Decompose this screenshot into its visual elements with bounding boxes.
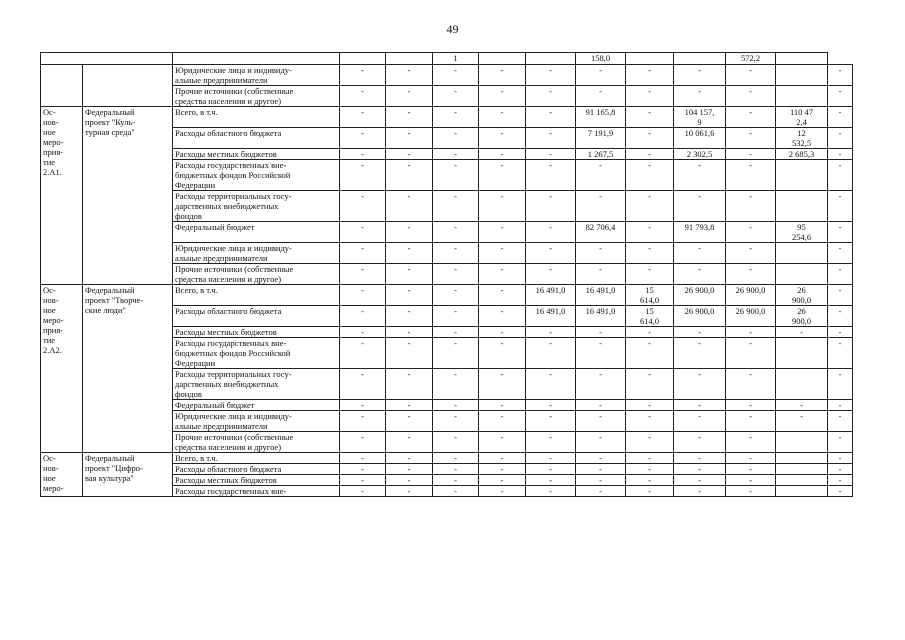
value-cell: -: [526, 486, 576, 497]
value-cell: [776, 243, 828, 264]
funding-source: Расходы местных бюджетов: [173, 149, 340, 160]
value-cell: -: [340, 338, 386, 369]
value-cell: -: [674, 475, 726, 486]
value-cell: -: [340, 149, 386, 160]
value-cell: -: [386, 285, 433, 306]
value-cell: -: [479, 475, 526, 486]
value-cell: -: [526, 400, 576, 411]
value-cell: -: [526, 86, 576, 107]
value-cell: -: [674, 411, 726, 432]
value-cell: -: [726, 486, 776, 497]
value-cell: [776, 86, 828, 107]
value-cell: -: [433, 107, 479, 128]
value-cell: -: [433, 432, 479, 453]
value-cell: -: [526, 411, 576, 432]
value-cell: -: [626, 327, 674, 338]
value-cell: -: [626, 160, 674, 191]
value-cell: -: [340, 306, 386, 327]
funding-source: Прочие источники (собственные средства населения и другое): [173, 264, 340, 285]
value-cell: -: [386, 400, 433, 411]
value-cell: -: [626, 128, 674, 149]
value-cell: -: [433, 128, 479, 149]
value-cell: -: [433, 285, 479, 306]
value-cell: 26 900,0: [674, 285, 726, 306]
value-cell: -: [433, 486, 479, 497]
value-cell: -: [828, 327, 853, 338]
funding-source: Юридические лица и индивиду- альные предприниматели: [173, 411, 340, 432]
value-cell: 91 165,8: [576, 107, 626, 128]
funding-source: Расходы областного бюджета: [173, 464, 340, 475]
value-cell: 95 254,6: [776, 222, 828, 243]
value-cell: -: [433, 191, 479, 222]
value-cell: -: [576, 338, 626, 369]
value-cell: -: [674, 264, 726, 285]
funding-source: Расходы государственных вне- бюджетных фондов Российской Федерации: [173, 160, 340, 191]
value-cell: -: [828, 128, 853, 149]
value-cell: -: [726, 475, 776, 486]
value-cell: -: [433, 453, 479, 464]
value-cell: -: [576, 411, 626, 432]
value-cell: -: [726, 128, 776, 149]
value-cell: -: [340, 243, 386, 264]
table-cell: 572,2: [726, 53, 776, 65]
funding-source: Прочие источники (собственные средства населения и другое): [173, 86, 340, 107]
value-cell: -: [576, 327, 626, 338]
value-cell: -: [626, 86, 674, 107]
value-cell: -: [433, 369, 479, 400]
value-cell: [776, 65, 828, 86]
value-cell: -: [626, 222, 674, 243]
value-cell: -: [526, 475, 576, 486]
event-label: Ос- нов- ное меро- прия- тие 2.А2.: [41, 285, 83, 453]
value-cell: -: [340, 475, 386, 486]
value-cell: -: [479, 400, 526, 411]
value-cell: -: [576, 160, 626, 191]
table-cell: 1: [433, 53, 479, 65]
value-cell: -: [433, 306, 479, 327]
value-cell: [776, 160, 828, 191]
value-cell: -: [674, 369, 726, 400]
value-cell: -: [576, 432, 626, 453]
value-cell: -: [626, 243, 674, 264]
value-cell: 16 491,0: [526, 285, 576, 306]
value-cell: -: [386, 264, 433, 285]
value-cell: -: [828, 464, 853, 475]
value-cell: [776, 369, 828, 400]
value-cell: [776, 264, 828, 285]
value-cell: 26 900,0: [726, 285, 776, 306]
value-cell: -: [828, 400, 853, 411]
value-cell: -: [828, 222, 853, 243]
value-cell: -: [479, 338, 526, 369]
value-cell: 16 491,0: [576, 306, 626, 327]
value-cell: -: [726, 369, 776, 400]
table-cell: [479, 53, 526, 65]
funding-source: Расходы территориальных госу- дарственных внебюджетных фондов: [173, 191, 340, 222]
value-cell: -: [726, 65, 776, 86]
value-cell: 26 900,0: [776, 285, 828, 306]
value-cell: -: [479, 128, 526, 149]
value-cell: -: [340, 400, 386, 411]
value-cell: -: [526, 453, 576, 464]
table-row: [41, 453, 853, 464]
value-cell: -: [526, 338, 576, 369]
value-cell: [776, 432, 828, 453]
value-cell: -: [479, 243, 526, 264]
value-cell: -: [340, 411, 386, 432]
value-cell: -: [386, 222, 433, 243]
value-cell: -: [526, 243, 576, 264]
funding-source: Федеральный бюджет: [173, 222, 340, 243]
value-cell: -: [386, 243, 433, 264]
value-cell: -: [828, 149, 853, 160]
value-cell: -: [726, 264, 776, 285]
value-cell: 91 793,8: [674, 222, 726, 243]
value-cell: -: [386, 65, 433, 86]
value-cell: -: [386, 486, 433, 497]
value-cell: -: [674, 453, 726, 464]
value-cell: -: [340, 264, 386, 285]
budget-table: [40, 52, 853, 497]
table-cell: [776, 53, 828, 65]
value-cell: -: [340, 107, 386, 128]
value-cell: -: [479, 191, 526, 222]
project-label: Федеральный проект "Цифро- вая культура": [83, 453, 173, 497]
value-cell: -: [674, 65, 726, 86]
value-cell: -: [479, 327, 526, 338]
value-cell: -: [479, 222, 526, 243]
value-cell: -: [386, 327, 433, 338]
value-cell: -: [726, 191, 776, 222]
value-cell: -: [340, 65, 386, 86]
value-cell: -: [386, 191, 433, 222]
value-cell: -: [433, 464, 479, 475]
funding-source: Расходы местных бюджетов: [173, 475, 340, 486]
funding-source: Расходы областного бюджета: [173, 306, 340, 327]
value-cell: -: [828, 475, 853, 486]
value-cell: -: [433, 86, 479, 107]
value-cell: -: [828, 65, 853, 86]
value-cell: -: [828, 285, 853, 306]
value-cell: -: [433, 65, 479, 86]
value-cell: -: [576, 65, 626, 86]
value-cell: -: [386, 432, 433, 453]
value-cell: -: [828, 160, 853, 191]
value-cell: -: [576, 400, 626, 411]
value-cell: -: [526, 107, 576, 128]
value-cell: -: [726, 107, 776, 128]
value-cell: 16 491,0: [576, 285, 626, 306]
value-cell: -: [479, 432, 526, 453]
value-cell: 1 267,5: [576, 149, 626, 160]
value-cell: -: [526, 65, 576, 86]
value-cell: -: [726, 86, 776, 107]
value-cell: [776, 191, 828, 222]
value-cell: -: [674, 338, 726, 369]
page-number: 49: [446, 22, 459, 36]
funding-source: Расходы местных бюджетов: [173, 327, 340, 338]
value-cell: -: [386, 107, 433, 128]
value-cell: -: [726, 338, 776, 369]
value-cell: -: [386, 464, 433, 475]
table-cell: [626, 53, 674, 65]
value-cell: -: [576, 243, 626, 264]
value-cell: -: [479, 107, 526, 128]
value-cell: -: [526, 191, 576, 222]
table-cell: [386, 53, 433, 65]
value-cell: -: [340, 453, 386, 464]
value-cell: -: [776, 327, 828, 338]
value-cell: -: [674, 160, 726, 191]
value-cell: -: [479, 369, 526, 400]
value-cell: -: [674, 86, 726, 107]
value-cell: -: [726, 149, 776, 160]
value-cell: -: [576, 86, 626, 107]
value-cell: -: [828, 243, 853, 264]
value-cell: -: [386, 149, 433, 160]
value-cell: -: [340, 486, 386, 497]
funding-source: Всего, в т.ч.: [173, 453, 340, 464]
value-cell: -: [626, 475, 674, 486]
funding-source: Прочие источники (собственные средства населения и другое): [173, 432, 340, 453]
value-cell: -: [726, 400, 776, 411]
value-cell: -: [340, 222, 386, 243]
value-cell: -: [526, 128, 576, 149]
value-cell: [776, 486, 828, 497]
value-cell: -: [433, 475, 479, 486]
value-cell: -: [674, 243, 726, 264]
value-cell: -: [386, 453, 433, 464]
value-cell: -: [386, 369, 433, 400]
value-cell: -: [726, 327, 776, 338]
value-cell: 26 900,0: [776, 306, 828, 327]
value-cell: -: [626, 453, 674, 464]
value-cell: -: [386, 338, 433, 369]
value-cell: -: [526, 327, 576, 338]
value-cell: -: [340, 369, 386, 400]
value-cell: -: [340, 327, 386, 338]
value-cell: [776, 464, 828, 475]
value-cell: -: [526, 222, 576, 243]
event-label: [41, 65, 83, 107]
value-cell: -: [526, 432, 576, 453]
funding-source: Расходы государственных вне-: [173, 486, 340, 497]
value-cell: -: [626, 486, 674, 497]
value-cell: -: [626, 432, 674, 453]
value-cell: -: [576, 475, 626, 486]
table-row: [41, 65, 853, 86]
value-cell: -: [479, 306, 526, 327]
value-cell: [776, 338, 828, 369]
value-cell: 10 061,6: [674, 128, 726, 149]
value-cell: -: [479, 453, 526, 464]
value-cell: -: [479, 264, 526, 285]
value-cell: -: [674, 400, 726, 411]
value-cell: -: [626, 149, 674, 160]
value-cell: -: [386, 128, 433, 149]
value-cell: -: [776, 411, 828, 432]
value-cell: -: [576, 486, 626, 497]
funding-source: Расходы областного бюджета: [173, 128, 340, 149]
value-cell: -: [576, 453, 626, 464]
value-cell: -: [828, 264, 853, 285]
value-cell: -: [674, 486, 726, 497]
table-cell: 158,0: [576, 53, 626, 65]
value-cell: -: [674, 432, 726, 453]
value-cell: -: [479, 285, 526, 306]
value-cell: -: [726, 411, 776, 432]
value-cell: -: [340, 160, 386, 191]
value-cell: -: [726, 453, 776, 464]
value-cell: -: [479, 86, 526, 107]
value-cell: -: [433, 149, 479, 160]
value-cell: -: [433, 400, 479, 411]
value-cell: -: [828, 86, 853, 107]
value-cell: 82 706,4: [576, 222, 626, 243]
value-cell: 104 157, 9: [674, 107, 726, 128]
value-cell: 15 614,0: [626, 285, 674, 306]
value-cell: -: [726, 464, 776, 475]
value-cell: -: [386, 160, 433, 191]
funding-source: Всего, в т.ч.: [173, 107, 340, 128]
value-cell: -: [626, 369, 674, 400]
value-cell: -: [433, 243, 479, 264]
table-row: [41, 285, 853, 306]
value-cell: -: [828, 107, 853, 128]
value-cell: -: [433, 327, 479, 338]
value-cell: 2 685,3: [776, 149, 828, 160]
project-label: Федеральный проект "Творче- ские люди": [83, 285, 173, 453]
project-label: Федеральный проект "Куль- турная среда": [83, 107, 173, 285]
value-cell: -: [828, 369, 853, 400]
table-cell: [41, 53, 173, 65]
value-cell: -: [479, 65, 526, 86]
value-cell: -: [828, 191, 853, 222]
value-cell: -: [526, 369, 576, 400]
value-cell: -: [340, 432, 386, 453]
value-cell: -: [626, 107, 674, 128]
value-cell: 26 900,0: [726, 306, 776, 327]
value-cell: -: [626, 464, 674, 475]
funding-source: Юридические лица и индивиду- альные предприниматели: [173, 243, 340, 264]
value-cell: -: [479, 486, 526, 497]
value-cell: -: [479, 160, 526, 191]
value-cell: -: [386, 475, 433, 486]
value-cell: 2 302,5: [674, 149, 726, 160]
value-cell: -: [626, 191, 674, 222]
value-cell: -: [386, 306, 433, 327]
value-cell: -: [726, 432, 776, 453]
funding-source: Юридические лица и индивиду- альные предприниматели: [173, 65, 340, 86]
value-cell: -: [674, 464, 726, 475]
value-cell: -: [576, 264, 626, 285]
event-label: Ос- нов- ное меро-: [41, 453, 83, 497]
funding-source: Расходы территориальных госу- дарственных внебюджетных фондов: [173, 369, 340, 400]
value-cell: -: [576, 369, 626, 400]
value-cell: -: [674, 191, 726, 222]
value-cell: -: [526, 464, 576, 475]
value-cell: -: [479, 149, 526, 160]
value-cell: -: [626, 65, 674, 86]
table-cell: [674, 53, 726, 65]
value-cell: -: [386, 411, 433, 432]
value-cell: -: [626, 411, 674, 432]
value-cell: -: [828, 432, 853, 453]
value-cell: -: [626, 400, 674, 411]
value-cell: -: [433, 264, 479, 285]
value-cell: [776, 453, 828, 464]
value-cell: -: [828, 338, 853, 369]
value-cell: -: [526, 149, 576, 160]
value-cell: -: [626, 338, 674, 369]
event-label: Ос- нов- ное меро- прия- тие 2.А1.: [41, 107, 83, 285]
value-cell: -: [726, 160, 776, 191]
funding-source: Всего, в т.ч.: [173, 285, 340, 306]
value-cell: -: [576, 464, 626, 475]
value-cell: -: [626, 264, 674, 285]
funding-source: Федеральный бюджет: [173, 400, 340, 411]
value-cell: -: [828, 486, 853, 497]
value-cell: -: [340, 128, 386, 149]
value-cell: -: [526, 160, 576, 191]
value-cell: -: [479, 411, 526, 432]
project-label: [83, 65, 173, 107]
value-cell: -: [340, 285, 386, 306]
value-cell: -: [726, 243, 776, 264]
value-cell: -: [433, 222, 479, 243]
value-cell: -: [828, 411, 853, 432]
value-cell: -: [776, 400, 828, 411]
value-cell: 110 47 2,4: [776, 107, 828, 128]
value-cell: 12 532,5: [776, 128, 828, 149]
value-cell: 16 491,0: [526, 306, 576, 327]
value-cell: -: [433, 338, 479, 369]
value-cell: -: [828, 453, 853, 464]
value-cell: -: [340, 86, 386, 107]
value-cell: -: [340, 191, 386, 222]
funding-source: Расходы государственных вне- бюджетных фондов Российской Федерации: [173, 338, 340, 369]
value-cell: -: [674, 327, 726, 338]
value-cell: [776, 475, 828, 486]
value-cell: -: [726, 222, 776, 243]
value-cell: -: [828, 306, 853, 327]
value-cell: -: [386, 86, 433, 107]
value-cell: -: [340, 464, 386, 475]
table-cell: [340, 53, 386, 65]
value-cell: -: [433, 160, 479, 191]
value-cell: 7 191,9: [576, 128, 626, 149]
table-row: [41, 53, 853, 65]
value-cell: 15 614,0: [626, 306, 674, 327]
table-row: [41, 107, 853, 128]
value-cell: 26 900,0: [674, 306, 726, 327]
value-cell: -: [479, 464, 526, 475]
value-cell: -: [433, 411, 479, 432]
table-cell: [526, 53, 576, 65]
value-cell: -: [526, 264, 576, 285]
value-cell: -: [576, 191, 626, 222]
table-cell: [173, 53, 340, 65]
